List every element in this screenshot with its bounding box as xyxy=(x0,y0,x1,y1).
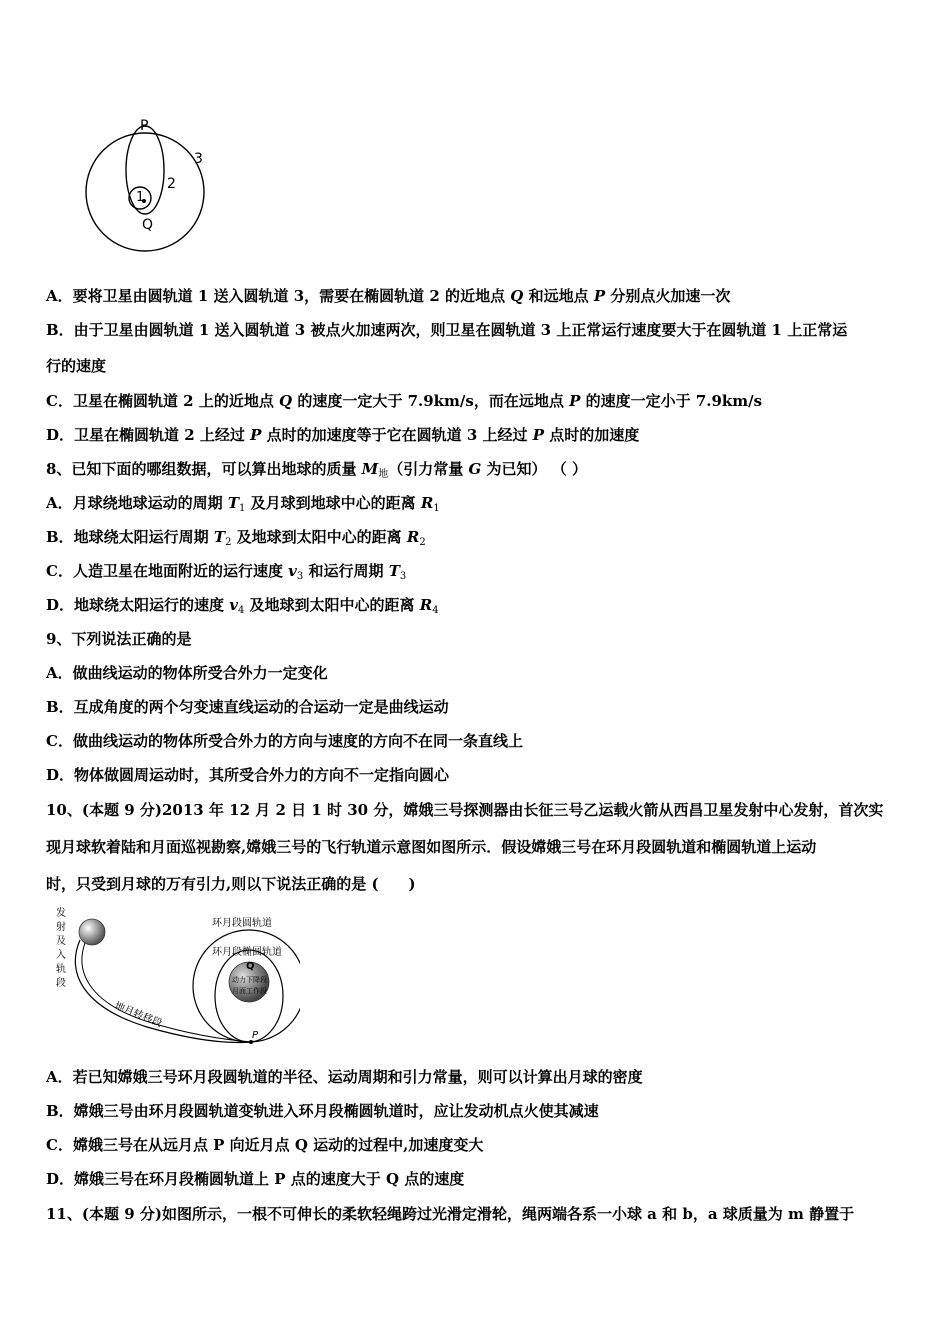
q8-option-c: C．人造卫星在地面附近的运行速度 $v_3$ 和运行周期 $T_3$ xyxy=(46,562,407,582)
q7-option-b: B．由于卫星由圆轨道 1 送入圆轨道 3 被点火加速两次，则卫星在圆轨道 3 上正常运行速度要大于在圆轨道 1 上正常运 xyxy=(46,321,848,339)
label-ellipse-orbit: 环月段椭圆轨道 xyxy=(212,947,282,958)
label-orbit2: 2 xyxy=(167,176,176,192)
label-launch-5: 轨 xyxy=(56,964,66,975)
q10-option-d: D．嫦娥三号在环月段椭圆轨道上 P 点的速度大于 Q 点的速度 xyxy=(46,1170,465,1188)
orbit-diagram-1 xyxy=(80,112,215,260)
q10-stem-line2: 现月球软着陆和月面巡视勘察,嫦娥三号的飞行轨道示意图如图所示．假设嫦娥三号在环月段圆轨道和椭圆轨道上运动 xyxy=(46,838,817,856)
q7-option-d: D．卫星在椭圆轨道 2 上经过 P 点时的加速度等于它在圆轨道 3 上经过 P 点时的加速度 xyxy=(46,426,640,444)
q7-option-b-cont: 行的速度 xyxy=(46,357,107,375)
label-descent2: 月面工作段 xyxy=(232,987,267,995)
orbit-3-circle xyxy=(86,133,204,251)
q7-option-c: C．卫星在椭圆轨道 2 上的近地点 Q 的速度一定大于 7.9km/s，而在远地点 P 的速度一定小于 7.9km/s xyxy=(46,392,763,410)
q8-stem: 8、已知下面的哪组数据，可以算出地球的质量 $M_地$（引力常量 G 为已知） （ ） xyxy=(46,460,587,480)
label-orbit3: 3 xyxy=(194,151,203,167)
q8-option-b: B．地球绕太阳运行周期 $T_2$ 及地球到太阳中心的距离 $R_2$ xyxy=(46,528,426,548)
q7-option-a: A．要将卫星由圆轨道 1 送入圆轨道 3，需要在椭圆轨道 2 的近地点 Q 和远地点 P 分别点火加速一次 xyxy=(46,287,731,305)
q10-option-c: C．嫦娥三号在从远月点 P 向近月点 Q 运动的过程中,加速度变大 xyxy=(46,1136,484,1154)
label-P: P xyxy=(252,1030,259,1041)
label-launch-1: 发 xyxy=(56,908,66,919)
label-launch-2: 射 xyxy=(56,922,66,933)
q10-stem-line1: 10、(本题 9 分)2013 年 12 月 2 日 1 时 30 分，嫦娥三号探测器由长征三号乙运载火箭从西昌卫星发射中心发射，首次实 xyxy=(46,801,884,819)
q9-option-a: A．做曲线运动的物体所受合外力一定变化 xyxy=(46,664,328,682)
q9-option-b: B．互成角度的两个匀变速直线运动的合运动一定是曲线运动 xyxy=(46,698,449,716)
q9-stem: 9、下列说法正确的是 xyxy=(46,630,192,648)
label-launch-4: 入 xyxy=(56,950,66,961)
label-circle-orbit: 环月段圆轨道 xyxy=(212,918,272,929)
q11-stem-line1: 11、(本题 9 分)如图所示，一根不可伸长的柔软轻绳跨过光滑定滑轮，绳两端各系一小球 a 和 b，a 球质量为 m 静置于 xyxy=(46,1205,855,1223)
change3-trajectory-diagram xyxy=(52,902,300,1050)
label-descent1: 动力下降段 xyxy=(232,976,267,984)
q8-option-a: A．月球绕地球运动的周期 $T_1$ 及月球到地球中心的距离 $R_1$ xyxy=(46,494,440,514)
q10-option-a: A．若已知嫦娥三号环月段圆轨道的半径、运动周期和引力常量，则可以计算出月球的密度 xyxy=(46,1068,643,1086)
earth xyxy=(79,919,105,945)
label-transfer: 地月转移段 xyxy=(112,1000,164,1030)
label-orbit1: 1 xyxy=(136,190,145,205)
q8-option-d: D．地球绕太阳运行的速度 $v_4$ 及地球到太阳中心的距离 $R_4$ xyxy=(46,596,439,616)
label-Q: Q xyxy=(142,217,154,233)
label-launch-3: 及 xyxy=(56,936,66,947)
label-launch-6: 段 xyxy=(56,978,66,989)
q9-option-d: D．物体做圆周运动时，其所受合外力的方向不一定指向圆心 xyxy=(46,766,450,784)
q9-option-c: C．做曲线运动的物体所受合外力的方向与速度的方向不在同一条直线上 xyxy=(46,732,523,750)
q10-option-b: B．嫦娥三号由环月段圆轨道变轨进入环月段椭圆轨道时，应让发动机点火使其减速 xyxy=(46,1102,599,1120)
label-P: P xyxy=(140,118,149,134)
label-Q: Q xyxy=(246,961,255,972)
q10-stem-line3: 时，只受到月球的万有引力,则以下说法正确的是 ( ) xyxy=(46,875,416,893)
